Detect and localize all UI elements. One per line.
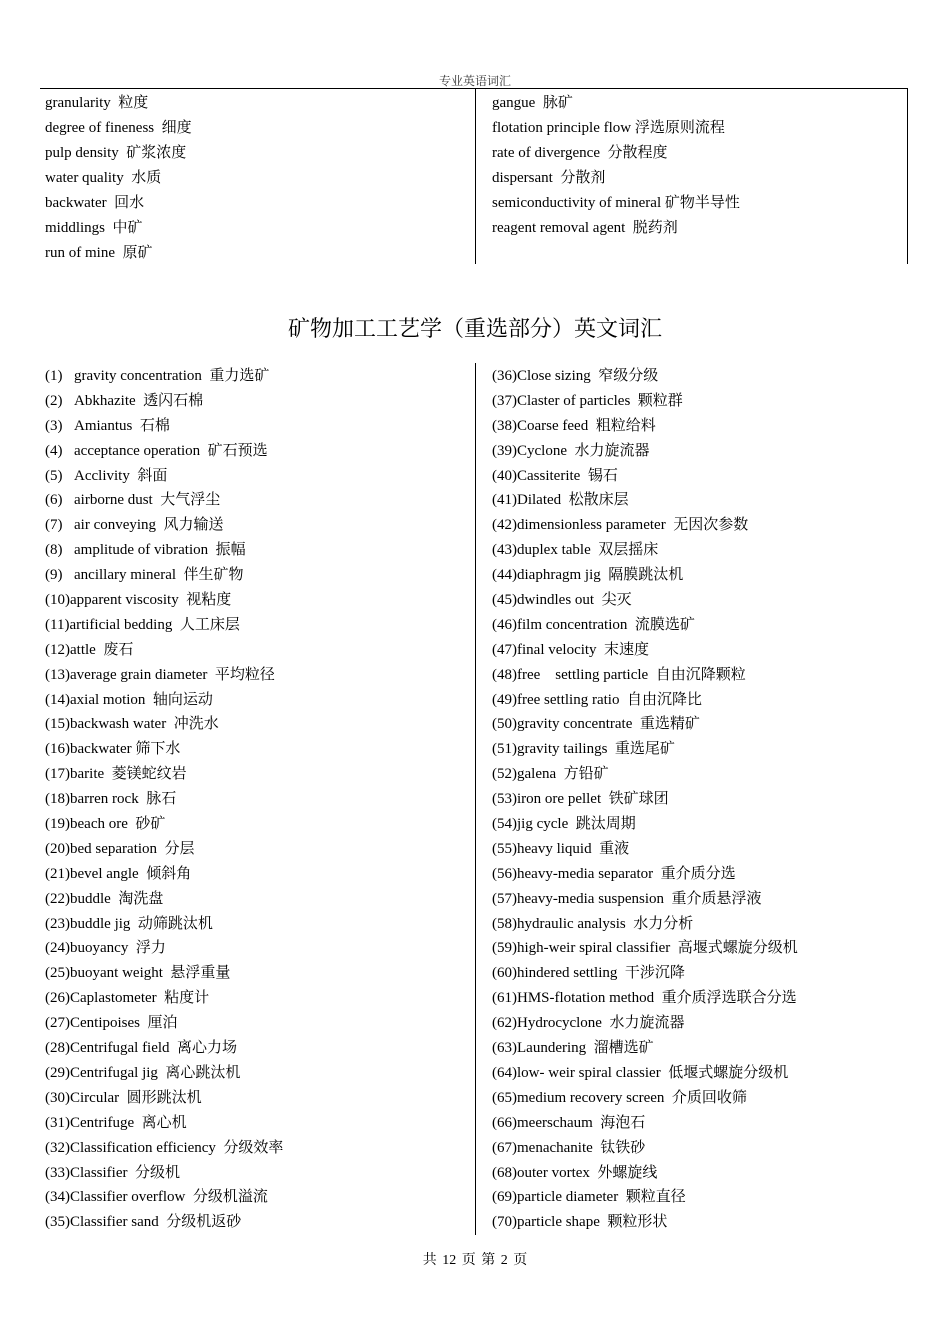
entry-term: Cyclone 水力旋流器 bbox=[517, 442, 650, 459]
entry-term: Amiantus 石棉 bbox=[74, 417, 170, 434]
entry-term: HMS-flotation method 重介质浮选联合分选 bbox=[517, 990, 797, 1007]
glossary-entry: run of mine 原矿 bbox=[45, 245, 153, 261]
entry-term: Caplastometer 粘度计 bbox=[70, 990, 210, 1007]
entry-term: Claster of particles 颗粒群 bbox=[517, 392, 683, 409]
entry-term: medium recovery screen 介质回收筛 bbox=[517, 1089, 747, 1106]
glossary-entry bbox=[492, 414, 798, 439]
glossary-entry bbox=[45, 538, 283, 563]
entry-number: (52) bbox=[492, 766, 517, 783]
entry-number: (57) bbox=[492, 890, 517, 907]
glossary-entry bbox=[492, 663, 798, 688]
glossary-entry bbox=[492, 936, 798, 961]
entry-term: ancillary mineral 伴生矿物 bbox=[74, 567, 244, 584]
entry-number: (19) bbox=[45, 816, 70, 833]
glossary-entry bbox=[45, 1061, 283, 1086]
entry-number: (8) bbox=[45, 542, 63, 559]
glossary-entry: semiconductivity of mineral 矿物半导性 bbox=[492, 195, 740, 211]
entry-term: Classifier 分级机 bbox=[70, 1164, 180, 1181]
entry-term: particle diameter 颗粒直径 bbox=[517, 1189, 686, 1206]
entry-number: (31) bbox=[45, 1114, 70, 1131]
glossary-entry bbox=[492, 1111, 798, 1136]
glossary-entry bbox=[492, 638, 798, 663]
entry-term: heavy-media suspension 重介质悬浮液 bbox=[517, 890, 762, 907]
entry-number: (60) bbox=[492, 965, 517, 982]
entry-term: attle 废石 bbox=[70, 641, 134, 658]
entry-term: buoyant weight 悬浮重量 bbox=[70, 965, 231, 982]
glossary-entry bbox=[45, 986, 283, 1011]
entry-number: (7) bbox=[45, 517, 63, 534]
entry-number: (10) bbox=[45, 592, 70, 609]
page-footer: 共 12 页 第 2 页 bbox=[422, 1253, 528, 1268]
entry-number: (65) bbox=[492, 1089, 517, 1106]
entry-number: (26) bbox=[45, 990, 70, 1007]
entry-number: (37) bbox=[492, 392, 517, 409]
entry-number: (42) bbox=[492, 517, 517, 534]
entry-number: (9) bbox=[45, 567, 63, 584]
entry-number: (29) bbox=[45, 1064, 70, 1081]
glossary-entry bbox=[492, 563, 798, 588]
entry-number: (28) bbox=[45, 1040, 70, 1057]
glossary-entry bbox=[45, 787, 283, 812]
glossary-entry bbox=[45, 712, 283, 737]
glossary-entry bbox=[45, 812, 283, 837]
glossary-entry: degree of fineness 细度 bbox=[45, 120, 192, 136]
glossary-entry bbox=[45, 663, 283, 688]
top-glossary-table bbox=[40, 88, 908, 264]
entry-number: (24) bbox=[45, 940, 70, 957]
entry-term: diaphragm jig 隔膜跳汰机 bbox=[517, 567, 684, 584]
entry-term: artificial bedding 人工床层 bbox=[69, 616, 240, 633]
entry-number: (41) bbox=[492, 492, 517, 509]
entry-number: (14) bbox=[45, 691, 70, 708]
glossary-entry bbox=[45, 1036, 283, 1061]
entry-term: average grain diameter 平均粒径 bbox=[70, 666, 275, 683]
entry-number: (21) bbox=[45, 865, 70, 882]
entry-term: particle shape 颗粒形状 bbox=[517, 1214, 668, 1231]
glossary-entry: granularity 粒度 bbox=[45, 95, 149, 111]
glossary-entry bbox=[492, 961, 798, 986]
glossary-entry bbox=[45, 1161, 283, 1186]
entry-term: Classifier overflow 分级机溢流 bbox=[70, 1189, 268, 1206]
entry-number: (39) bbox=[492, 442, 517, 459]
entry-number: (27) bbox=[45, 1015, 70, 1032]
glossary-entry bbox=[45, 588, 283, 613]
entry-number: (36) bbox=[492, 368, 517, 384]
glossary-entry bbox=[45, 464, 283, 489]
glossary-entry bbox=[492, 1185, 798, 1210]
glossary-entry bbox=[45, 737, 283, 762]
glossary-entry bbox=[492, 588, 798, 613]
glossary-entry bbox=[492, 1086, 798, 1111]
entry-term: low- weir spiral classier 低堰式螺旋分级机 bbox=[517, 1064, 789, 1081]
entry-term: apparent viscosity 视粘度 bbox=[70, 592, 232, 609]
entry-number: (33) bbox=[45, 1164, 70, 1181]
glossary-entry bbox=[492, 762, 798, 787]
main-right-column bbox=[492, 364, 798, 1235]
glossary-entry bbox=[492, 488, 798, 513]
glossary-entry bbox=[492, 1061, 798, 1086]
entry-term: gravity concentration 重力选矿 bbox=[74, 368, 270, 384]
entry-term: free settling particle 自由沉降颗粒 bbox=[517, 666, 746, 683]
entry-number: (48) bbox=[492, 666, 517, 683]
glossary-entry bbox=[45, 1136, 283, 1161]
entry-number: (44) bbox=[492, 567, 517, 584]
entry-term: iron ore pellet 铁矿球团 bbox=[517, 791, 669, 808]
glossary-entry bbox=[45, 762, 283, 787]
entry-number: (17) bbox=[45, 766, 70, 783]
glossary-entry bbox=[45, 837, 283, 862]
entry-term: galena 方铅矿 bbox=[517, 766, 609, 783]
entry-number: (50) bbox=[492, 716, 517, 733]
glossary-entry bbox=[492, 1210, 798, 1235]
entry-number: (6) bbox=[45, 492, 63, 509]
entry-term: heavy-media separator 重介质分选 bbox=[517, 865, 736, 882]
entry-number: (11) bbox=[45, 616, 70, 633]
entry-number: (22) bbox=[45, 890, 70, 907]
glossary-entry bbox=[492, 439, 798, 464]
glossary-entry bbox=[45, 638, 283, 663]
entry-term: beach ore 砂矿 bbox=[70, 816, 166, 833]
entry-number: (15) bbox=[45, 716, 70, 733]
entry-number: (56) bbox=[492, 865, 517, 882]
entry-term: Close sizing 窄级分级 bbox=[517, 368, 659, 384]
glossary-entry bbox=[492, 862, 798, 887]
entry-term: heavy liquid 重液 bbox=[517, 840, 630, 857]
glossary-entry bbox=[492, 712, 798, 737]
glossary-entry: flotation principle flow 浮选原则流程 bbox=[492, 120, 725, 136]
entry-term: Acclivity 斜面 bbox=[74, 467, 168, 484]
entry-number: (3) bbox=[45, 417, 63, 434]
entry-term: Centrifugal jig 离心跳汰机 bbox=[70, 1064, 241, 1081]
glossary-entry bbox=[45, 563, 283, 588]
glossary-entry bbox=[45, 1111, 283, 1136]
entry-term: barite 菱镁蛇纹岩 bbox=[70, 766, 187, 783]
glossary-entry bbox=[492, 912, 798, 937]
entry-number: (61) bbox=[492, 990, 517, 1007]
top-right-column bbox=[492, 91, 740, 241]
entry-term: hindered settling 干涉沉降 bbox=[517, 965, 685, 982]
entry-term: buoyancy 浮力 bbox=[70, 940, 166, 957]
entry-number: (32) bbox=[45, 1139, 70, 1156]
glossary-entry bbox=[492, 837, 798, 862]
glossary-entry bbox=[45, 1185, 283, 1210]
glossary-entry bbox=[45, 364, 283, 389]
entry-term: gravity tailings 重选尾矿 bbox=[517, 741, 675, 758]
glossary-entry bbox=[45, 1210, 283, 1235]
entry-number: (35) bbox=[45, 1214, 70, 1231]
entry-term: menachanite 钛铁砂 bbox=[517, 1139, 646, 1156]
entry-number: (43) bbox=[492, 542, 517, 559]
glossary-entry bbox=[45, 414, 283, 439]
entry-term: dimensionless parameter 无因次参数 bbox=[517, 517, 749, 534]
entry-number: (69) bbox=[492, 1189, 517, 1206]
glossary-entry bbox=[492, 364, 798, 389]
entry-term: jig cycle 跳汰周期 bbox=[517, 816, 636, 833]
entry-number: (18) bbox=[45, 791, 70, 808]
glossary-entry bbox=[492, 1011, 798, 1036]
glossary-entry: reagent removal agent 脱药剂 bbox=[492, 220, 678, 236]
glossary-entry: rate of divergence 分散程度 bbox=[492, 145, 668, 161]
entry-number: (63) bbox=[492, 1040, 517, 1057]
glossary-entry bbox=[492, 513, 798, 538]
entry-term: air conveying 风力输送 bbox=[74, 517, 224, 534]
entry-number: (38) bbox=[492, 417, 517, 434]
entry-term: film concentration 流膜选矿 bbox=[517, 616, 695, 633]
glossary-entry bbox=[492, 1136, 798, 1161]
glossary-entry bbox=[45, 513, 283, 538]
entry-term: meerschaum 海泡石 bbox=[517, 1114, 646, 1131]
column-divider bbox=[475, 89, 476, 264]
glossary-entry: water quality 水质 bbox=[45, 170, 162, 186]
entry-number: (66) bbox=[492, 1114, 517, 1131]
entry-term: axial motion 轴向运动 bbox=[70, 691, 213, 708]
section-title: 矿物加工工艺学（重选部分）英文词汇 bbox=[287, 317, 662, 342]
entry-term: bed separation 分层 bbox=[70, 840, 195, 857]
entry-term: Centipoises 厘泊 bbox=[70, 1015, 178, 1032]
entry-number: (70) bbox=[492, 1214, 517, 1231]
entry-number: (64) bbox=[492, 1064, 517, 1081]
entry-term: bevel angle 倾斜角 bbox=[70, 865, 192, 882]
entry-term: Laundering 溜槽选矿 bbox=[517, 1040, 654, 1057]
entry-term: barren rock 脉石 bbox=[70, 791, 177, 808]
entry-term: Classification efficiency 分级效率 bbox=[70, 1139, 284, 1156]
entry-number: (40) bbox=[492, 467, 517, 484]
entry-number: (1) bbox=[45, 368, 63, 384]
glossary-entry bbox=[492, 464, 798, 489]
entry-term: backwash water 冲洗水 bbox=[70, 716, 219, 733]
entry-number: (13) bbox=[45, 666, 70, 683]
entry-number: (34) bbox=[45, 1189, 70, 1206]
entry-number: (47) bbox=[492, 641, 517, 658]
entry-number: (54) bbox=[492, 816, 517, 833]
main-left-column bbox=[45, 364, 283, 1235]
glossary-entry bbox=[492, 737, 798, 762]
entry-term: Coarse feed 粗粒给料 bbox=[517, 417, 656, 434]
glossary-entry: middlings 中矿 bbox=[45, 220, 143, 236]
entry-term: backwater 筛下水 bbox=[70, 741, 181, 758]
glossary-entry: backwater 回水 bbox=[45, 195, 145, 211]
column-divider bbox=[475, 363, 476, 1235]
top-left-column bbox=[45, 91, 192, 266]
glossary-entry: dispersant 分散剂 bbox=[492, 170, 606, 186]
glossary-entry bbox=[45, 912, 283, 937]
entry-term: high-weir spiral classifier 高堰式螺旋分级机 bbox=[517, 940, 798, 957]
glossary-entry bbox=[492, 538, 798, 563]
entry-number: (46) bbox=[492, 616, 517, 633]
glossary-entry bbox=[45, 389, 283, 414]
entry-term: dwindles out 尖灭 bbox=[517, 592, 632, 609]
entry-term: Hydrocyclone 水力旋流器 bbox=[517, 1015, 685, 1032]
glossary-entry bbox=[45, 613, 283, 638]
glossary-entry bbox=[45, 936, 283, 961]
entry-number: (51) bbox=[492, 741, 517, 758]
glossary-entry bbox=[45, 488, 283, 513]
entry-term: Classifier sand 分级机返砂 bbox=[70, 1214, 242, 1231]
entry-number: (12) bbox=[45, 641, 70, 658]
entry-term: Centrifuge 离心机 bbox=[70, 1114, 187, 1131]
entry-number: (58) bbox=[492, 915, 517, 932]
glossary-entry: pulp density 矿浆浓度 bbox=[45, 145, 187, 161]
entry-number: (59) bbox=[492, 940, 517, 957]
entry-number: (49) bbox=[492, 691, 517, 708]
entry-number: (20) bbox=[45, 840, 70, 857]
glossary-entry bbox=[492, 986, 798, 1011]
entry-term: Abkhazite 透闪石棉 bbox=[74, 392, 204, 409]
glossary-entry bbox=[492, 389, 798, 414]
entry-term: outer vortex 外螺旋线 bbox=[517, 1164, 658, 1181]
glossary-entry bbox=[492, 787, 798, 812]
glossary-entry bbox=[45, 1086, 283, 1111]
glossary-entry bbox=[45, 862, 283, 887]
entry-term: airborne dust 大气浮尘 bbox=[74, 492, 221, 509]
main-glossary-table bbox=[40, 363, 908, 1235]
entry-term: buddle jig 动筛跳汰机 bbox=[70, 915, 213, 932]
glossary-entry bbox=[45, 688, 283, 713]
entry-number: (67) bbox=[492, 1139, 517, 1156]
page-header: 专业英语词汇 bbox=[438, 74, 511, 88]
entry-term: Centrifugal field 离心力场 bbox=[70, 1040, 238, 1057]
entry-number: (30) bbox=[45, 1089, 70, 1106]
glossary-entry bbox=[45, 887, 283, 912]
glossary-entry: gangue 脉矿 bbox=[492, 95, 573, 111]
entry-term: final velocity 末速度 bbox=[517, 641, 650, 658]
glossary-entry bbox=[492, 812, 798, 837]
entry-number: (4) bbox=[45, 442, 63, 459]
entry-term: hydraulic analysis 水力分析 bbox=[517, 915, 694, 932]
glossary-entry bbox=[492, 688, 798, 713]
glossary-entry bbox=[492, 1036, 798, 1061]
entry-term: gravity concentrate 重选精矿 bbox=[517, 716, 700, 733]
entry-number: (16) bbox=[45, 741, 70, 758]
entry-number: (53) bbox=[492, 791, 517, 808]
entry-term: duplex table 双层摇床 bbox=[517, 542, 659, 559]
entry-number: (5) bbox=[45, 467, 63, 484]
entry-term: buddle 淘洗盘 bbox=[70, 890, 164, 907]
entry-term: Cassiterite 锡石 bbox=[517, 467, 618, 484]
glossary-entry bbox=[492, 887, 798, 912]
entry-term: Dilated 松散床层 bbox=[517, 492, 629, 509]
glossary-entry bbox=[492, 613, 798, 638]
entry-number: (68) bbox=[492, 1164, 517, 1181]
glossary-entry bbox=[45, 961, 283, 986]
glossary-entry bbox=[45, 1011, 283, 1036]
glossary-entry bbox=[45, 439, 283, 464]
entry-term: amplitude of vibration 振幅 bbox=[74, 542, 246, 559]
entry-term: acceptance operation 矿石预选 bbox=[74, 442, 268, 459]
entry-number: (23) bbox=[45, 915, 70, 932]
entry-number: (62) bbox=[492, 1015, 517, 1032]
glossary-entry bbox=[492, 1161, 798, 1186]
entry-number: (55) bbox=[492, 840, 517, 857]
entry-term: free settling ratio 自由沉降比 bbox=[517, 691, 702, 708]
entry-number: (2) bbox=[45, 392, 63, 409]
entry-number: (25) bbox=[45, 965, 70, 982]
entry-term: Circular 圆形跳汰机 bbox=[70, 1089, 202, 1106]
entry-number: (45) bbox=[492, 592, 517, 609]
